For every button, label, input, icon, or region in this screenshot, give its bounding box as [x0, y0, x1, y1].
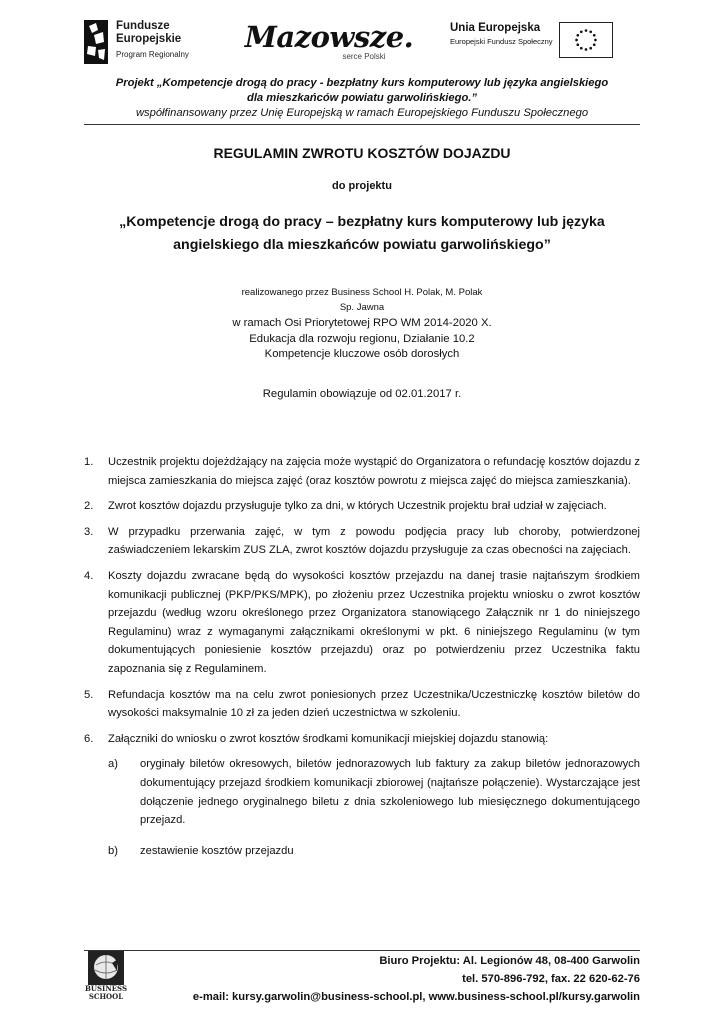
business-school-logo-line2: SCHOOL — [88, 992, 124, 1001]
regulation-list — [84, 453, 640, 872]
list-item — [84, 686, 640, 723]
list-item-number: 2. — [84, 500, 94, 513]
business-school-globe-icon — [84, 951, 128, 985]
business-school-logo — [84, 951, 128, 1007]
fundusze-europejskie-mark-icon — [84, 20, 108, 64]
footer-divider — [84, 950, 640, 951]
attachments-sublist — [108, 755, 640, 860]
list-item-text: Uczestnik projektu dojeżdżający na zajęcia może wystąpić do Organizatora o refundację kosztów dojazdu z miejsca zamieszkania do miejsca zajęć (oraz kosztów powrotu z miejsca zajęć do miejsca zamieszkania). — [108, 456, 640, 487]
document-subtitle: do projektu — [332, 180, 392, 192]
list-item-number: 3. — [84, 525, 94, 538]
list-item-number: 6. — [84, 732, 94, 745]
document-title: REGULAMIN ZWROTU KOSZTÓW DOJAZDU — [213, 145, 511, 161]
fundusze-europejskie-logo — [84, 20, 189, 64]
list-item — [84, 453, 640, 490]
realized-line-1: realizowanego przez Business School H. Polak, M. Polak — [241, 287, 483, 298]
business-school-logo-line1: BUSINESS — [84, 984, 128, 993]
footer-address: Biuro Projektu: Al. Legionów 48, 08-400 Garwolin — [379, 955, 640, 967]
axis-line-1: w ramach Osi Priorytetowej RPO WM 2014-2020 X. — [232, 317, 492, 329]
project-name-line-2: angielskiego dla mieszkańców powiatu garwolińskiego” — [173, 237, 551, 253]
list-item-text: Refundacja kosztów ma na celu zwrot poniesionych przez Uczestnika/Uczestniczkę kosztów biletów do wysokości maksymalnie 10 zł za jeden dzień uczestnictwa w szkoleniu. — [108, 688, 640, 720]
sublist-item — [108, 842, 640, 861]
footer-phone: tel. 570-896-792, fax. 22 620-62-76 — [462, 973, 640, 985]
realized-line-2: Sp. Jawna — [339, 302, 385, 313]
footer-contact: e-mail: kursy.garwolin@business-school.pl, www.business-school.pl/kursy.garwolin — [192, 991, 640, 1003]
list-item-number: 5. — [84, 688, 94, 701]
list-item-text: Zwrot kosztów dojazdu przysługuje tylko za dni, w których Uczestnik projektu brał udział w zajęciach. — [108, 500, 607, 513]
header-logos — [84, 16, 642, 68]
list-item-text: W przypadku przerwania zajęć, w tym z powodu podjęcia pracy lub choroby, potwierdzonej zaświadczeniem lekarskim ZUS ZLA, zwrot kosztów dojazdu przysługuje za czas obecności na zajęciach. — [108, 525, 640, 557]
list-item — [84, 567, 640, 679]
header-divider — [84, 124, 640, 125]
mazowsze-logo-tagline: serce Polski — [342, 52, 386, 61]
project-name-line-1: „Kompetencje drogą do pracy – bezpłatny kurs komputerowy lub języka — [119, 214, 605, 230]
project-header-line-3: współfinansowany przez Unię Europejską w ramach Europejskiego Funduszu Społecznego — [135, 107, 589, 119]
fe-logo-line3: Program Regionalny — [116, 50, 189, 59]
mazowsze-logo-word: Mazowsze. — [244, 20, 414, 54]
ue-logo-subtitle: Europejski Fundusz Społeczny — [450, 37, 553, 46]
sublist-item-text: oryginały biletów okresowych, biletów jednorazowych lub faktury za zakup biletów jednorazowych dokumentujący przejazd środkiem komunikacji zbiorowej (najtańsze połączenie). Wystarczające jest dołączenie jednego oryginalnego biletu z dnia szkoleniowego lub miesięcznego dokumentującego przejazd. — [140, 758, 640, 827]
project-header-line-2: dla mieszkańców powiatu garwolińskiego.” — [246, 92, 478, 104]
ue-logo-title: Unia Europejska — [450, 22, 541, 34]
list-item-text: Koszty dojazdu zwracane będą do wysokości kosztów przejazdu na danej trasie najtańszym środkiem komunikacji publicznej (PKP/PKS/MPK), po złożeniu przez Uczestnika projektu wniosku o zwrot kosztów przejazdu (według wzoru określonego przez Organizatora stanowiącego Załącznik nr 1 do niniejszego Regulaminu) wraz z wymaganymi załącznikami określonymi w pkt. 6 niniejszego Regulaminu (w tym dokumentujących poniesienie kosztów przejazdu) oraz po potwierdzeniu przez Uczestnika faktu zapoznania się z Regulaminem. — [108, 569, 640, 675]
valid-from: Regulamin obowiązuje od 02.01.2017 r. — [262, 388, 462, 400]
fe-logo-line2: Europejskie — [116, 33, 182, 45]
sublist-item-letter: b) — [108, 844, 118, 857]
eu-flag-icon — [559, 22, 613, 58]
project-name — [84, 211, 640, 257]
axis-line-3: Kompetencje kluczowe osób dorosłych — [264, 348, 460, 360]
list-item-text: Załączniki do wniosku o zwrot kosztów środkami komunikacji miejskiej dojazdu stanowią: — [108, 732, 549, 745]
list-item — [84, 497, 640, 516]
fe-logo-line1: Fundusze — [116, 20, 170, 32]
unia-europejska-logo — [450, 22, 613, 58]
axis-line-2: Edukacja dla rozwoju regionu, Działanie 10.2 — [249, 333, 475, 345]
list-item — [84, 730, 640, 861]
project-header-line-1: Projekt „Kompetencje drogą do pracy - bezpłatny kurs komputerowy lub języka angielskiego — [115, 77, 609, 89]
mazowsze-logo — [234, 20, 424, 61]
list-item-number: 1. — [84, 456, 94, 468]
sublist-item — [108, 755, 640, 829]
sublist-item-text: zestawienie kosztów przejazdu — [140, 844, 294, 857]
list-item-number: 4. — [84, 569, 94, 582]
list-item — [84, 523, 640, 560]
sublist-item-letter: a) — [108, 758, 118, 771]
